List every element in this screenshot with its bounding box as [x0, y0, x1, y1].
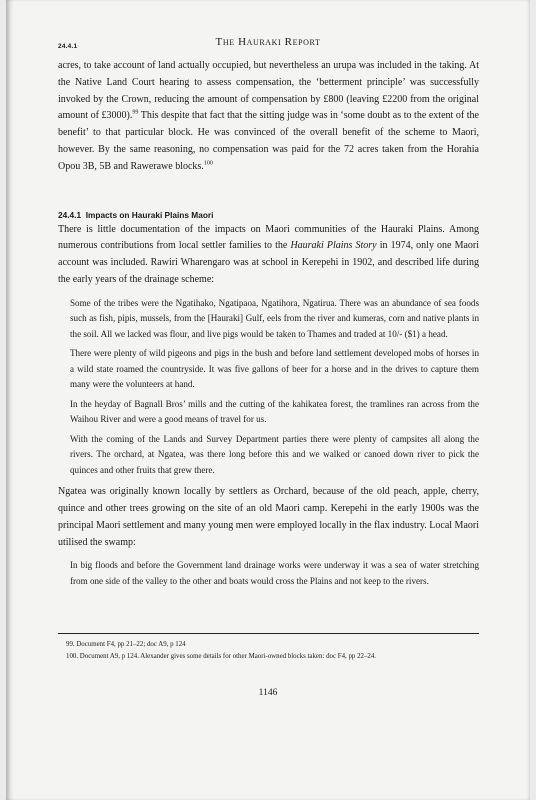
document-page [6, 0, 530, 800]
section-heading-title: Impacts on Hauraki Plains Maori [85, 209, 214, 220]
block-quote-swamp [70, 558, 479, 589]
section-heading-number: 24.4.1 [58, 209, 82, 220]
footnote-ref-99[interactable]: 99 [132, 110, 139, 117]
footnote-divider [58, 633, 479, 634]
quote-paragraph: In big floods and before the Government land drainage works were underway it was a sea of water stretching from one side of the valley to the other and boats would cross the Plains and not keep to the rivers. [70, 560, 479, 586]
page-number: 1146 [258, 688, 278, 698]
intro-text-part-1: acres, to take account of land actually occupied, but nevertheless an urupa was included in the taking. At the Native Land Court hearing to assess compensation, the ‘betterment principle’ was successfully invoked by the Crown, reducing the amount of compensation by £800 (leaving £2200 from the original amount of £3000). [58, 60, 479, 122]
paragraph-ngatea: Ngatea was originally known locally by settlers as Orchard, because of the old peach, apple, cherry, quince and other trees growing on the site of an old Maori camp. Kerepehi in the early 1900s was the principal Maori settlement and many young men were employed locally in the flax industry. Local Maori utilised the swamp: [58, 486, 479, 548]
footnote-99: 99. Document F4, pp 21–22; doc A9, p 124 [66, 641, 186, 648]
running-head: The Hauraki Report [215, 36, 321, 48]
intro-paragraph [58, 58, 479, 176]
section-heading [58, 209, 479, 221]
header-section-number: 24.4.1 [58, 43, 78, 50]
intro-text-part-2: This despite that fact that the sitting judge was in ‘some doubt as to the extent of the benefit’ to that particular block. He was convinced of the overall benefit of the scheme to Maori, however. By the same reasoning, no compensation was paid for the 72 acres taken from the Horahia Opou 3B, 5B and Rawerawe blocks. [58, 110, 479, 172]
quote-paragraph: In the heyday of Bagnall Bros’ mills and the cutting of the kahikatea forest, the tramlines ran across from the Waihou River and were a good means of travel for us. [70, 398, 479, 425]
quote-paragraph: With the coming of the Lands and Survey Department parties there were plenty of campsites all along the rivers. The orchard, at Ngatea, was there long before this and we walked or canoed down river to pick the quinces and other fruits that grew there. [70, 433, 479, 475]
paragraph-2-part-1: There is little documentation of the impacts on Maori communities of the Hauraki Plains. Among numerous contributions from local settler families to the [58, 223, 479, 252]
quote-paragraph: There were plenty of wild pigeons and pigs in the bush and before land settlement developed mobs of horses in a wild state roamed the countryside. It was five gallons of beer for a horse and in the drives to capture them many were the volunteers at hand. [70, 348, 479, 390]
quote-paragraph: Some of the tribes were the Ngatihako, Ngatipaoa, Ngatihora, Ngatirua. There was an abundance of sea foods such as fish, pipis, mussels, from the [Hauraki] Gulf, eels from the river and kumeras, corn and native plants in the soil. All we lacked was flour, and live pigs would be taken to Thames and traded at 10/- ($1) a head. [70, 297, 479, 339]
paragraph-2-part-2: in 1974, only one Maori account was included. Rawiri Wharengaro was at school in Kerepehi in 1902, and described life during the early years of the drainage scheme: [58, 240, 480, 285]
page-content [58, 58, 479, 595]
footnote-ref-100[interactable]: 100 [203, 160, 213, 167]
footnote-100: 100. Document A9, p 124. Alexander gives some details for other Maori-owned blocks taken: doc F4, pp 22–24. [66, 653, 377, 660]
footnotes [66, 639, 486, 663]
paragraph-documentation [58, 222, 479, 289]
block-quote-wharengaro [70, 296, 479, 479]
book-title: Hauraki Plains Story [290, 240, 377, 252]
